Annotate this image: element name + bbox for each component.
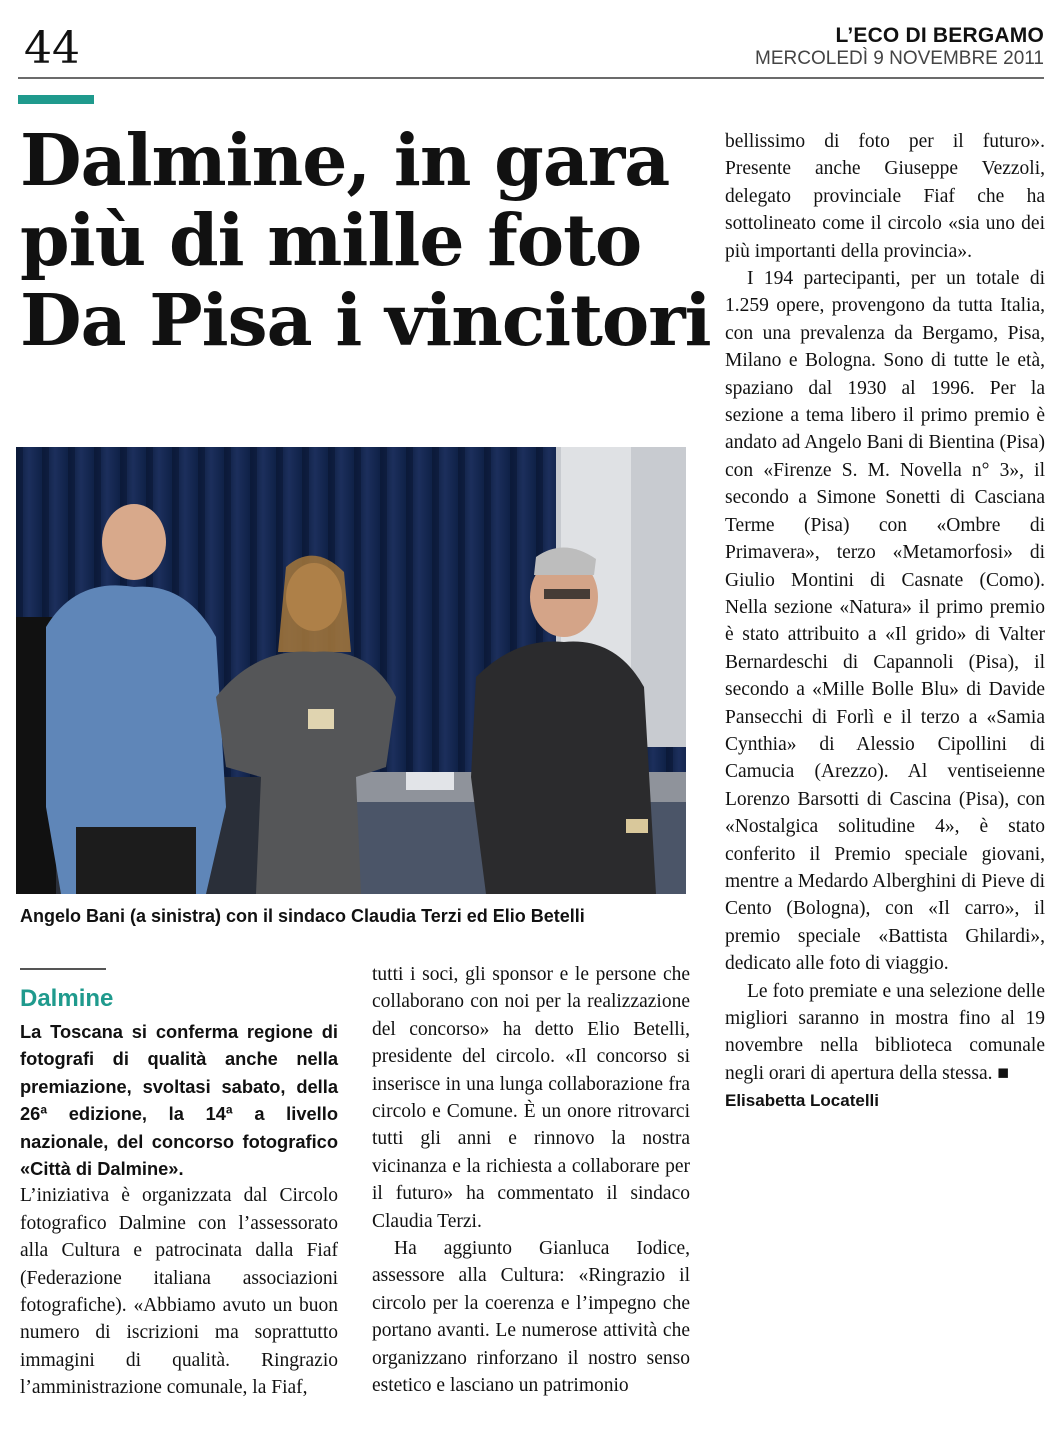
column-1 [20, 1018, 338, 1402]
header-divider [18, 77, 1044, 79]
article-lead: La Toscana si conferma regione di fotografi di qualità anche nella premiazione, svoltasi sabato, della 26ª edizione, la 14ª a livello nazionale, del concorso fotografico «Città di Dalmine». [20, 1021, 338, 1180]
article-paragraph-p4: Le foto premiate e una selezione delle migliori saranno in mostra fino al 19 novembre nella biblioteca comunale negli orari di apertura della stessa. ■ [725, 980, 1045, 1084]
headline-line-1: Dalmine, in gara [20, 118, 670, 202]
article-paragraph-p2: bellissimo di foto per il futuro». Presente anche Giuseppe Vezzoli, delegato provinciale Fiaf che ha sottolineato come il circolo «sia uno dei più importanti della provincia». [725, 131, 1045, 262]
issue-date: MERCOLEDÌ 9 NOVEMBRE 2011 [755, 48, 1044, 69]
page-number: 44 [24, 23, 80, 74]
article-paragraph-p3: I 194 partecipanti, per un totale di 1.259 opere, provengono da tutta Italia, con una prevalenza da Bergamo, Pisa, Milano e Bologna. Sono di tutte le età, spaziano dal 1930 al 1996. Per la sezione a tema libero il primo premio è andato ad Angelo Bani di Bientina (Pisa) con «Firenze S. M. Novella n° 3», il secondo a Simone Sonetti di Casciana Terme (Pisa) con «Ombre di Primavera», terzo «Metamorfosi» di Giulio Montini di Casnate (Como). Nella sezione «Natura» il primo premio è stato attribuito a «Il grido» di Valter Bernardeschi di Capannoli (Pisa), il secondo a «Mille Bolle Blu» di Davide Pansecchi di Forlì e il terzo a «Samia Cynthia» di Alessio Cipollini di Camucia (Arezzo). Al ventiseienne Lorenzo Barsotti di Cascina (Pisa), con «Nostalgica solitudine 4», è stato conferito il Premio speciale giovani, mentre a Medardo Alberghini di Pieve di Cento (Bologna), con «Il carro», il premio speciale «Battista Ghilardi», dedicato alle foto di viaggio. [725, 268, 1045, 975]
headline-line-2: più di mille foto [20, 198, 642, 282]
article-paragraph-p2: Ha aggiunto Gianluca Iodice, assessore alla Cultura: «Ringrazio il circolo per la coerenza e l’impegno che portano avanti. Le numerose attività che organizzano rinforzano il nostro senso estetico e lasciano un patrimonio [372, 1238, 690, 1397]
author-byline: Elisabetta Locatelli [725, 1091, 879, 1111]
article-photo [16, 447, 686, 894]
newspaper-name: L’ECO DI BERGAMO [835, 24, 1044, 47]
column-3 [725, 128, 1045, 1115]
article-paragraph-p1: L’iniziativa è organizzata dal Circolo fotografico Dalmine con l’assessorato alla Cultura e patrocinata dalla Fiaf (Federazione italiana associazioni fotografiche). «Abbiamo avuto un buon numero di iscrizioni ma soprattutto immagini di qualità. Ringrazio l’amministrazione comunale, la Fiaf, [20, 1185, 338, 1399]
headline [20, 120, 710, 360]
column-2 [372, 961, 690, 1400]
photo-caption: Angelo Bani (a sinistra) con il sindaco Claudia Terzi ed Elio Betelli [20, 906, 585, 926]
headline-line-3: Da Pisa i vincitori [20, 278, 711, 362]
section-label: Dalmine [20, 985, 114, 1012]
article-paragraph-p1: tutti i soci, gli sponsor e le persone che collaborano con noi per la realizzazione del concorso» ha detto Elio Betelli, presidente del circolo. «Il concorso si inserisce in una lunga collaborazione fra circolo e Comune. È un onore ritrovarci tutti gli anni e rinnovo la nostra vicinanza e la richiesta a collaborare per il futuro» ha commentato il sindaco Claudia Terzi. [372, 964, 690, 1232]
masthead [755, 24, 1044, 70]
section-accent-bar [18, 95, 94, 104]
section-divider [20, 968, 106, 970]
